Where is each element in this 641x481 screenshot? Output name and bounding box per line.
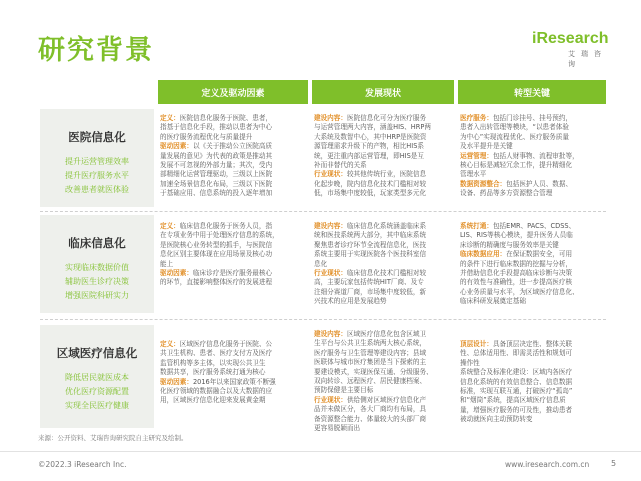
cell-regional-status: 建设内容：区域医疗信息化包含区域卫 生平台与公共卫生系统两大核心系统， 医疗服务与卫生管理等建设内容；县域 医联体与城市医疗集团是当下探索的主 要建设模式，实现医保互通、分级服务、 双向转诊、远程医疗、居民健康档案、 预防保健是主要目标 行业现状：供给侧对区域医疗信息化产 品并未做区分，各大厂商均有布局，具 备资源整合能力、体量较大的头部厂商 更容易脱颖而出: [314, 330, 433, 433]
cell-clinical-status: 建设内容：临床信息化系统涵盖临床系 统和医技系统两大部分，其中临床系统 聚焦患者诊疗环节全流程信息化，医技 系统主要用于实现医院各个医技科室信 息化 行业现状：临床信息化技术门槛相对较 高，主要玩家包括传统HIT厂商、及专 注细分赛道厂商，市场集中度较低，新 兴技术的应用是发展趋势: [314, 222, 427, 306]
row-label-clinical: [40, 215, 154, 313]
page-title: 研究背景: [38, 35, 154, 66]
row-subtitle: 降低居民就医成本 优化医疗资源配置 实现全民医疗健康: [65, 373, 129, 410]
row-name: 区域医疗信息化: [56, 346, 138, 360]
cell-regional-definition: 定义：区域医疗信息化服务于医院、公 共卫生机构、患者、医疗支付方及医疗 监管机构等多主体，以实现公共卫生 数据共享，医疗服务系统打通为核心 驱动因素：2016年以来国家政策不断强 化医疗领域的数据融合以及大数据的应 用，区域医疗信息化迎来发展黄金期: [160, 340, 276, 405]
source-note: 来源：公开资料、艾瑞咨询研究院自主研究及绘制。: [38, 434, 188, 442]
row-divider: [40, 211, 606, 212]
footer-divider: [0, 451, 641, 452]
row-divider: [40, 319, 606, 320]
cell-hospital-key: 医疗服务：包括门诊挂号、挂号预约， 患者入出转管理等模块，“以患者体验 为中心”实现流程优化、医疗服务质量 及水平提升是关键 运营管理：包括人财事物、流程审批等， 核心目标是减轻冗余工作，提升精细化 管理水平 数据资源整合：包括医护人员、数据、 设备、药品等多方资源整合管理: [460, 114, 579, 198]
logo-subtitle: 艾瑞咨询: [568, 50, 607, 68]
cell-hospital-definition: 定义：医院信息化服务于医院、患者， 指基于信息化手段，推动以患者为中心 的医疗服务流程优化与质量提升 驱动因素：以《关于推动公立医院高质 量发展的意见》为代表的政策是推动其 发展不可忽视的外部力量；其次，受内 部精细化运营管理驱动，三级以上医院 加速全场景信息化布局，三级以下医院 于基础应用、信息系统的投入逐年增加: [160, 114, 273, 198]
row-name: 临床信息化: [68, 236, 126, 250]
cell-regional-key: 顶层设计：具备顶层决定性、整体关联 性、总体适用性、即需灵活性和规划可 操作性 系统整合及标准化建设：区域内各医疗 信息化系统的有效信息整合、信息数据 标准，实现互联互通，打破医疗“孤岛” 和“烟筒”系统，提高区域医疗信息质 量，增强医疗服务的可及性，推动患者 被动就医向主动预防转变: [460, 340, 573, 424]
header-definition: 定义及驱动因素: [158, 80, 308, 104]
copyright: ©2022.3 iResearch Inc.: [38, 460, 127, 469]
cell-clinical-key: 系统打通：包括EMR、PACS、CDSS、 LIS、RIS等核心模块，提升医务人员临 床诊断的精确度与服务效率是关键 临床数据应用：在保证数据安全，可用 的条件下进行临床数据的挖掘与分析， 并借助信息化手段提高临床诊断与决策 的有效性与准确性，进一步提高医疗核 心业务质量与水平，为区域医疗信息化、 临床科研发展奠定基础: [460, 222, 579, 306]
row-label-regional: [40, 325, 154, 428]
cell-clinical-definition: 定义：临床信息化服务于医务人员，指 在专项业务中用于处理医疗信息的系统， 是医院核心业务转型的抓手，与医院信 息化区别主要体现在应用场景及核心功 能上 驱动因素：临床诊疗是医疗服务最核心 的环节，直接影响整体医疗的发展进程: [160, 222, 279, 287]
row-name: 医院信息化: [68, 130, 126, 144]
logo: [532, 30, 617, 69]
row-subtitle: 实现临床数据价值 辅助医生诊疗决策 增强医院科研实力: [65, 263, 129, 300]
row-subtitle: 提升运营管理效率 提升医疗服务水平 改善患者就医体验: [65, 157, 129, 194]
logo-text: iResearch: [532, 30, 609, 47]
row-label-hospital: [40, 109, 154, 207]
website-link[interactable]: www.iresearch.com.cn: [505, 460, 590, 469]
cell-hospital-status: 建设内容：医院信息化可分为医疗服务 与运营管理两大内容，涵盖HIS、HRP两 大系统及数智中心，其中HRP是医院资 源管理需求升级下的产物，相比HIS系 统，更注重内部运营管理，即HIS是互 补而非替代的关系 行业现状：较其他传统行业，医院信息 化起步晚，院内信息化技术门槛相对较 低，市场集中度较低，玩家类型多元化: [314, 114, 431, 198]
header-key: 转型关键: [458, 80, 606, 104]
page-number: 5: [611, 459, 617, 468]
header-status: 发展现状: [312, 80, 454, 104]
